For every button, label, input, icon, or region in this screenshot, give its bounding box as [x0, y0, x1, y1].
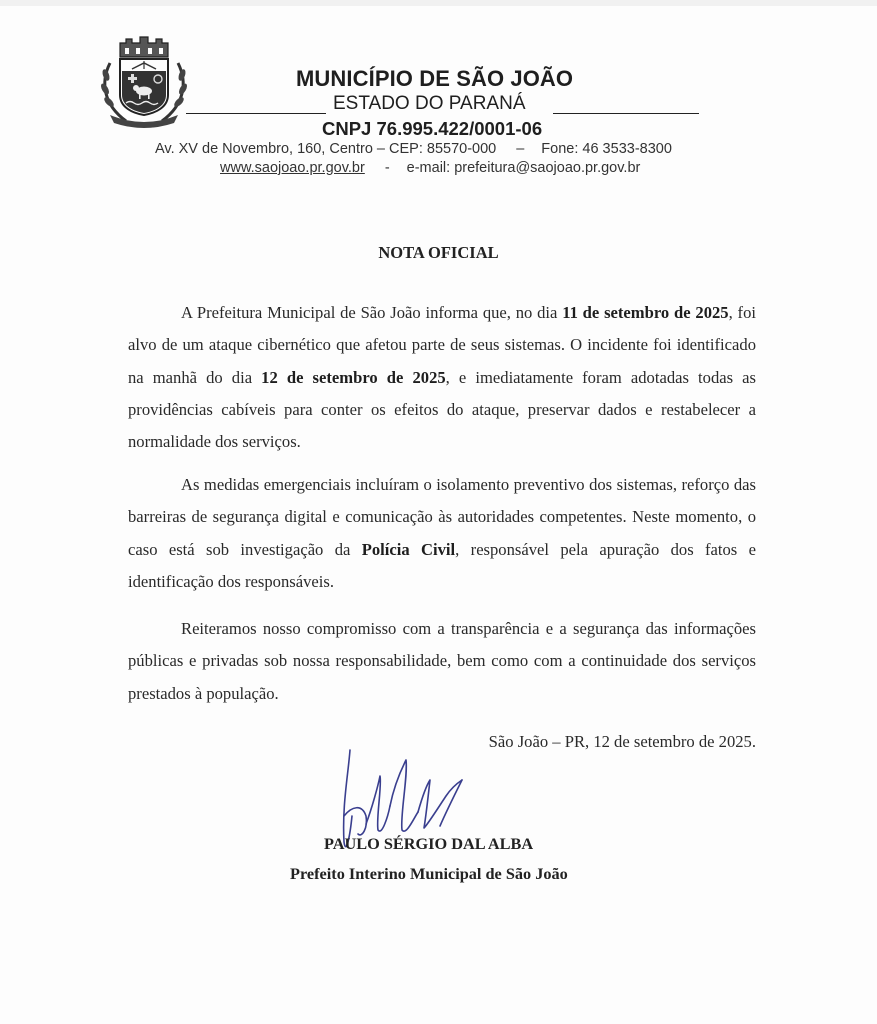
paragraph-2 [128, 469, 756, 598]
header-rule-left [186, 113, 326, 114]
cnpj: CNPJ 76.995.422/0001-06 [322, 118, 543, 139]
phone: Fone: 46 3533-8300 [541, 141, 672, 157]
address-separator: – [516, 141, 525, 157]
address-line [155, 141, 672, 157]
paragraph-text: Reiteramos nosso compromisso com a transparência e a segurança das informações públicas e privadas sob nossa responsabilidade, bem como com a continuidade dos serviços prestados à população. [128, 619, 756, 703]
paragraph-3 [128, 613, 756, 710]
email: e-mail: prefeitura@saojoao.pr.gov.br [406, 160, 641, 176]
paragraph-1 [128, 297, 756, 458]
bold-date: 12 de setembro de 2025 [261, 367, 446, 387]
municipality-name: MUNICÍPIO DE SÃO JOÃO [296, 66, 574, 91]
paragraph-text: , responsável pela apuração dos fatos e identificação dos responsáveis. [128, 539, 756, 591]
web-line [220, 160, 640, 176]
place-date: São João – PR, 12 de setembro de 2025. [488, 732, 756, 751]
bold-date: 11 de setembro de 2025 [562, 303, 729, 322]
bold-agency: Polícia Civil [361, 539, 456, 559]
paragraph-text: , e imediatamente foram adotadas todas as providências cabíveis para conter os efeitos do ataque, preservar dados e restabelecer a normalidade dos serviços. [128, 367, 756, 452]
state-name: ESTADO DO PARANÁ [333, 93, 526, 114]
address: Av. XV de Novembro, 160, Centro – CEP: 85570-000 [155, 141, 497, 157]
header-rule-right [553, 113, 699, 114]
paragraph-text: A Prefeitura Municipal de São João informa que, no dia [181, 303, 563, 322]
coat-of-arms-icon [96, 33, 192, 129]
document-page [0, 6, 877, 1024]
document-title: NOTA OFICIAL [378, 243, 499, 262]
signer-name: PAULO SÉRGIO DAL ALBA [324, 834, 534, 853]
paragraph-text: , foi alvo de um ataque cibernético que afetou parte de seus sistemas. O incidente foi identificado na manhã do dia [128, 303, 756, 387]
web-separator: - [384, 160, 390, 176]
signer-role: Prefeito Interino Municipal de São João [290, 864, 568, 883]
website-link[interactable]: www.saojoao.pr.gov.br [220, 160, 365, 176]
paragraph-text: As medidas emergenciais incluíram o isolamento preventivo dos sistemas, reforço das barreiras de segurança digital e comunicação às autoridades competentes. Neste momento, o caso está sob investigação da [128, 475, 756, 559]
